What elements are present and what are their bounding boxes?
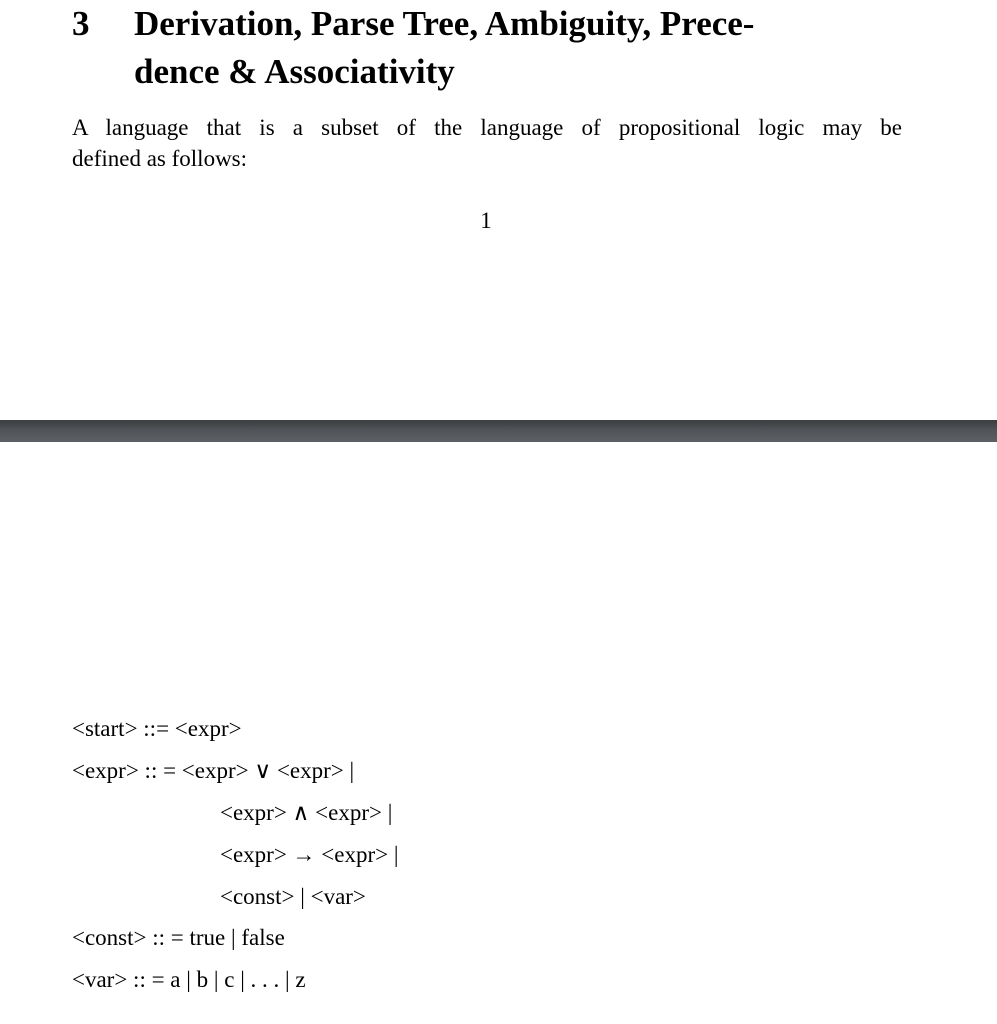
grammar-const-rule: <const> :: = true | false (72, 925, 285, 950)
section-number: 3 (72, 4, 90, 43)
grammar-expr-alt-implies: <expr> → <expr> | (220, 842, 399, 867)
intro-paragraph (72, 112, 902, 174)
section-title-line-1: Derivation, Parse Tree, Ambiguity, Prece- (134, 4, 755, 43)
page-top (0, 0, 997, 420)
grammar-expr-alt-const-var: <const> | <var> (220, 884, 366, 909)
page-number: 1 (480, 208, 492, 233)
page-bottom (0, 442, 997, 1024)
grammar-var-rule: <var> :: = a | b | c | . . . | z (72, 967, 306, 992)
grammar-start-rule: <start> ::= <expr> (72, 716, 242, 741)
grammar-expr-rule: <expr> :: = <expr> ∨ <expr> | (72, 758, 355, 783)
section-heading (72, 0, 932, 100)
grammar-expr-alt-and: <expr> ∧ <expr> | (220, 800, 393, 825)
intro-line-1: A language that is a subset of the language of propositional logic may be (72, 115, 902, 140)
section-title-line-2: dence & Associativity (134, 52, 455, 91)
section-title (134, 0, 924, 96)
page-divider (0, 420, 997, 442)
intro-line-2: defined as follows: (72, 146, 248, 171)
grammar-block (72, 442, 952, 1024)
